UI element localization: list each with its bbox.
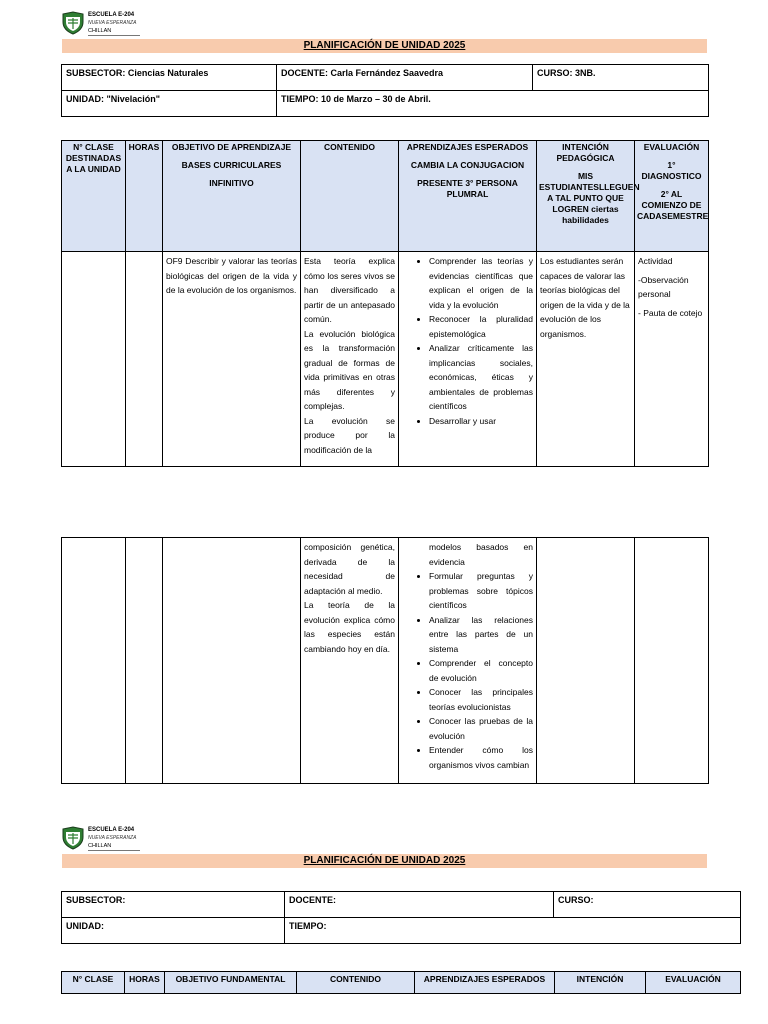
tiempo-cell: TIEMPO: [285, 918, 741, 944]
header-objetivo-line1: OBJETIVO DE APRENDIZAJE [171, 142, 292, 152]
subsector-cell: SUBSECTOR: [62, 892, 285, 918]
header-evaluacion-line1: EVALUACIÓN [643, 142, 700, 152]
list-item: • Analizar las relaciones entre las partes de un sistema [429, 613, 533, 657]
header-contenido: CONTENIDO [297, 972, 415, 994]
intencion-cell [537, 538, 635, 784]
unidad-cell: UNIDAD: "Nivelación" [62, 91, 277, 117]
aprendizajes-list [402, 254, 533, 428]
header-evaluacion-line3: 2° AL COMIENZO DE CADASEMESTRE [637, 189, 709, 221]
subsector-cell: SUBSECTOR: Ciencias Naturales [62, 65, 277, 91]
info-table-2 [61, 891, 741, 944]
school-city: CHILLAN [88, 27, 140, 36]
contenido-cell [301, 252, 399, 467]
header-aprendizajes-line1: APRENDIZAJES ESPERADOS [406, 142, 529, 152]
school-crest-icon [62, 11, 84, 35]
header-contenido: CONTENIDO [301, 141, 399, 252]
header-clase: N° CLASE DESTINADAS A LA UNIDAD [62, 141, 126, 252]
list-item: • Formular preguntas y problemas sobre tópicos científicos [429, 569, 533, 613]
intencion-cell: Los estudiantes serán capaces de valorar las teorías biológicas del origen de la vida y de la evolución de los organismos. [537, 252, 635, 467]
header-evaluacion: EVALUACIÓN [646, 972, 741, 994]
curso-cell: CURSO: 3NB. [533, 65, 709, 91]
evaluacion-item: - Pauta de cotejo [638, 307, 703, 318]
evaluacion-item: Actividad [638, 256, 673, 266]
aprendizajes-continuation: modelos basados en evidencia [429, 542, 533, 567]
school-city: CHILLAN [88, 842, 140, 851]
header-intencion [537, 141, 640, 252]
list-item: • Comprender el concepto de evolución [429, 656, 533, 685]
header-intencion: INTENCIÓN [555, 972, 646, 994]
list-item: • Conocer las pruebas de la evolución [429, 714, 533, 743]
list-item: • Analizar críticamente las implicancias sociales, económicas, éticas y ambientales de problemas científicos [429, 341, 533, 414]
list-item: • Conocer las principales teorías evolucionistas [429, 685, 533, 714]
header-aprendizajes [399, 141, 537, 252]
aprendizajes-cell [399, 538, 537, 784]
header-clase: N° CLASE [62, 972, 125, 994]
header-evaluacion-line2: 1° DIAGNOSTICO [641, 160, 702, 181]
header-intencion-line2: MIS ESTUDIANTESLLEGUEN A TAL PUNTO QUE LOGREN ciertas habilidades [539, 171, 640, 225]
unidad-cell: UNIDAD: [62, 918, 285, 944]
docente-cell: DOCENTE: [285, 892, 554, 918]
horas-cell [126, 538, 163, 784]
objetivo-cell: OF9 Describir y valorar las teorías biológicas del origen de la vida y de la evolución de los organismos. [163, 252, 301, 467]
header-horas: HORAS [126, 141, 163, 252]
clase-cell [62, 252, 126, 467]
school-name: ESCUELA E-204 [88, 827, 135, 833]
evaluacion-cell [635, 252, 709, 467]
school-subtitle: NUEVA ESPERANZA [88, 20, 137, 26]
list-item: • Reconocer la pluralidad epistemológica [429, 312, 533, 341]
info-table [61, 64, 709, 117]
page-title-2 [62, 854, 707, 868]
school-crest-icon [62, 826, 84, 850]
contenido-paragraph: Esta teoría explica cómo los seres vivos se han diversificado a partir de un antepasado común. [304, 256, 395, 324]
list-item: • Entender cómo los organismos vivos cambian [429, 743, 533, 772]
header-evaluacion [635, 141, 709, 252]
horas-cell [126, 252, 163, 467]
aprendizajes-list [402, 569, 533, 772]
school-name: ESCUELA E-204 [88, 12, 135, 18]
school-logo-block-2 [62, 826, 140, 851]
header-aprendizajes: APRENDIZAJES ESPERADOS [415, 972, 555, 994]
contenido-paragraph: composición genética, derivada de la necesidad de adaptación al medio. [304, 542, 395, 596]
contenido-paragraph: La teoría de la evolución explica cómo las especies están cambiando hoy en día. [304, 600, 395, 654]
aprendizajes-cell [399, 252, 537, 467]
docente-cell: DOCENTE: Carla Fernández Saavedra [277, 65, 533, 91]
list-item: • Desarrollar y usar [429, 414, 533, 429]
header-aprendizajes-line2: CAMBIA LA CONJUGACION [410, 160, 525, 170]
plan-table-2-header [61, 971, 741, 994]
header-horas: HORAS [125, 972, 165, 994]
header-objetivo-line2: BASES CURRICULARES [181, 160, 282, 170]
header-aprendizajes-line3: PRESENTE 3° PERSONA PLUMRAL [417, 178, 518, 199]
page-title-text: PLANIFICACIÓN DE UNIDAD 2025 [303, 40, 466, 51]
plan-table-continued [61, 537, 709, 784]
header-objetivo [163, 141, 301, 252]
contenido-paragraph: La evolución biológica es la transformación gradual de formas de vida primitivas en otras más diferentes y complejas. [304, 328, 395, 411]
page-title-text: PLANIFICACIÓN DE UNIDAD 2025 [303, 855, 466, 866]
evaluacion-cell [635, 538, 709, 784]
school-subtitle: NUEVA ESPERANZA [88, 835, 137, 841]
school-logo-block [62, 11, 140, 36]
evaluacion-item: -Observación personal [638, 274, 689, 299]
header-intencion-line1: INTENCIÓN PEDAGÓGICA [556, 142, 615, 163]
curso-cell: CURSO: [554, 892, 741, 918]
header-objetivo-line3: INFINITIVO [209, 178, 254, 188]
plan-table [61, 140, 709, 467]
clase-cell [62, 538, 126, 784]
contenido-cell [301, 538, 399, 784]
contenido-paragraph: La evolución se produce por la modificación de la [304, 415, 395, 455]
tiempo-cell: TIEMPO: 10 de Marzo – 30 de Abril. [277, 91, 709, 117]
page-title [62, 39, 707, 53]
objetivo-cell [163, 538, 301, 784]
header-objetivo: OBJETIVO FUNDAMENTAL [165, 972, 297, 994]
list-item: • Comprender las teorías y evidencias científicas que explican el origen de la vida y la evolución [429, 254, 533, 312]
